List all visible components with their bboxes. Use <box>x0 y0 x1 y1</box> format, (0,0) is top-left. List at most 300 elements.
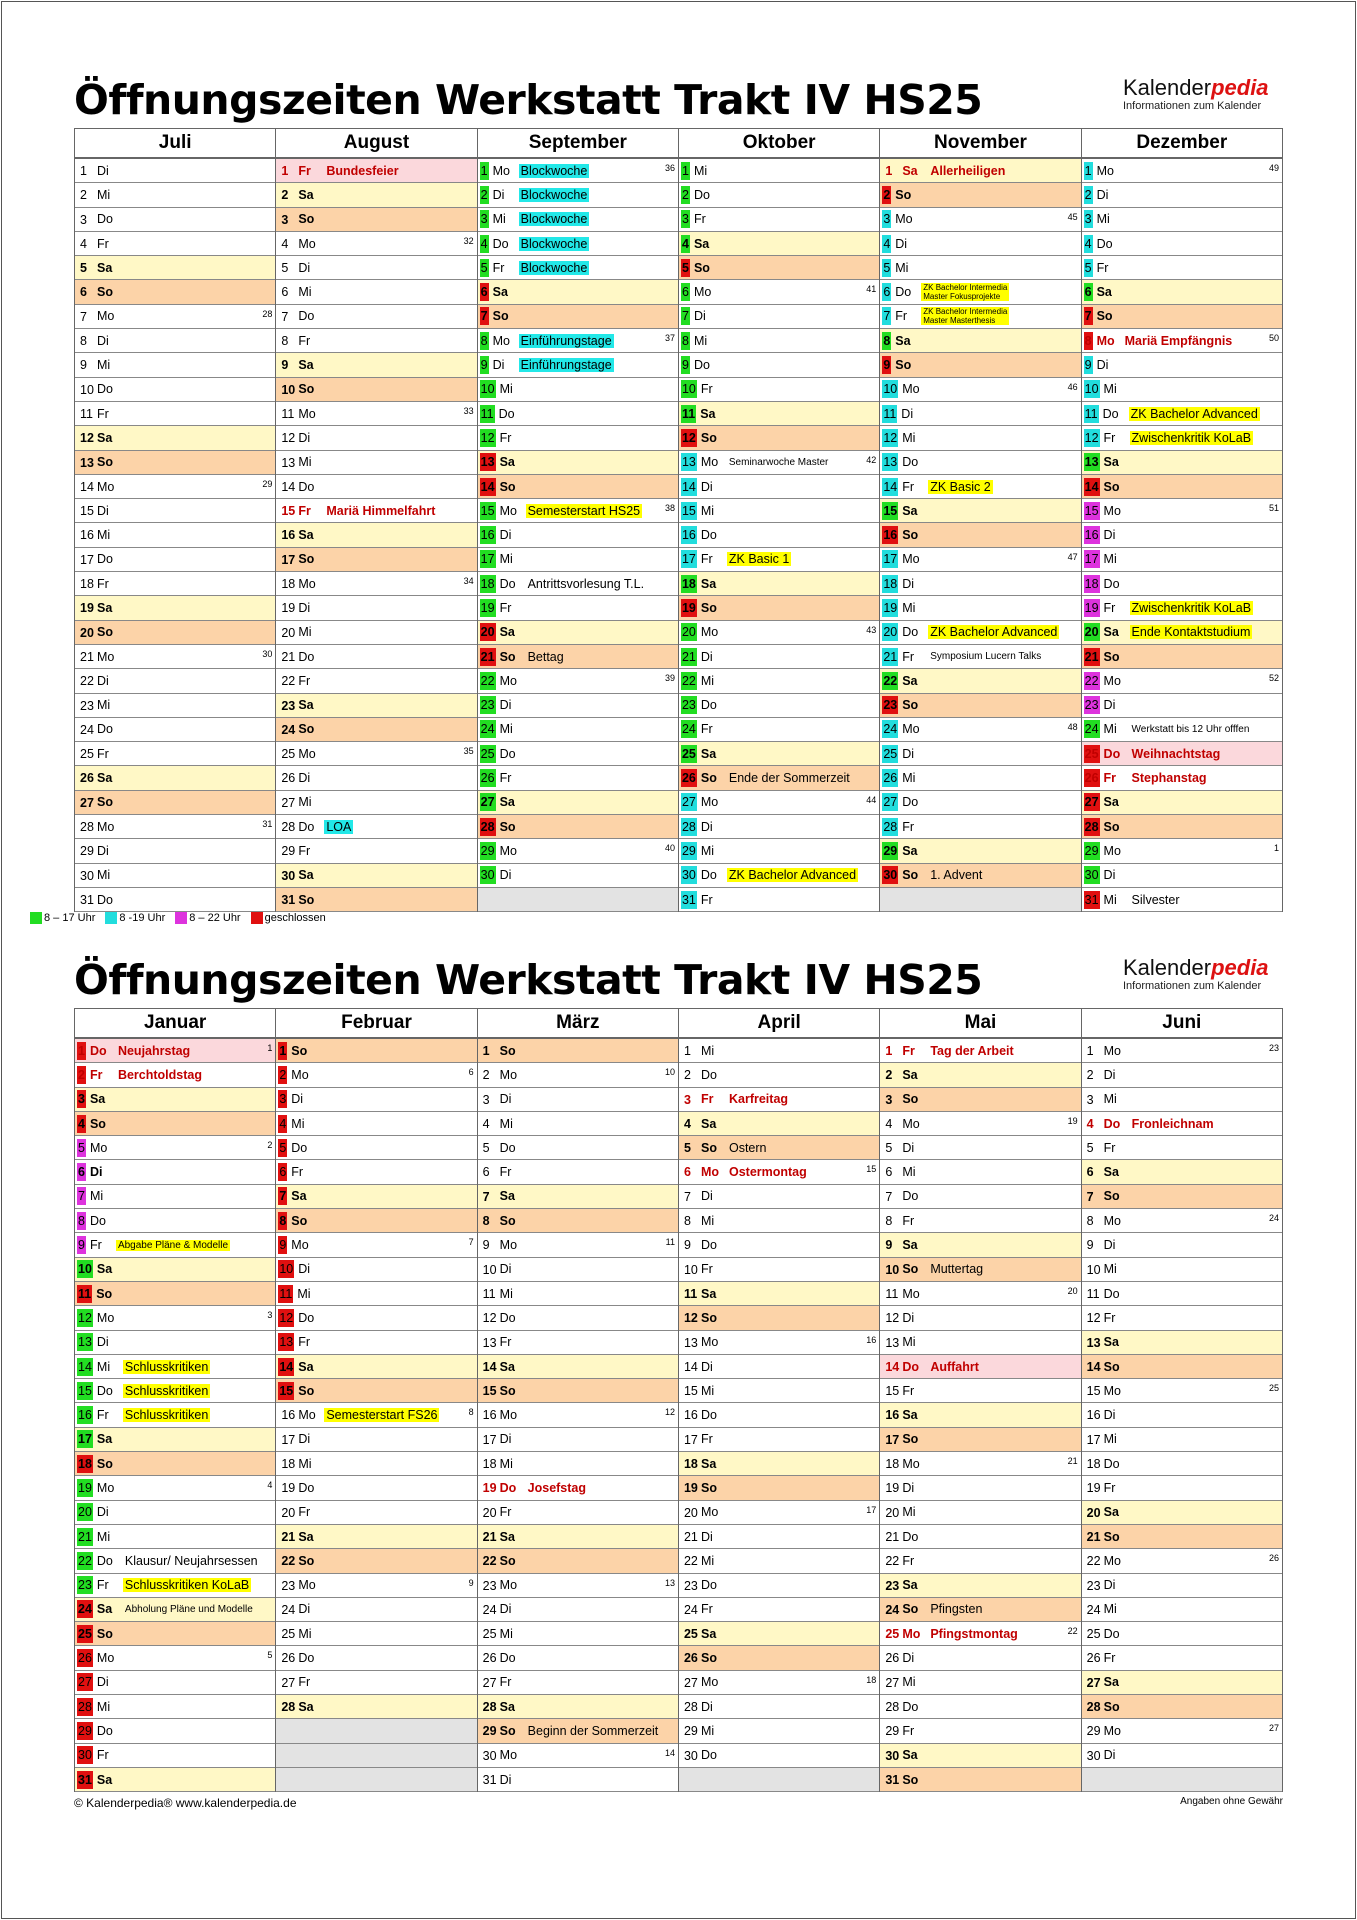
week-number: 39 <box>664 673 675 684</box>
day-row <box>1082 1695 1282 1719</box>
day-row <box>679 1185 879 1209</box>
day-row <box>478 839 678 863</box>
day-number: 17 <box>683 1432 698 1447</box>
day-row <box>276 353 476 377</box>
day-row <box>679 694 879 718</box>
weekday-label: Mo <box>298 406 316 421</box>
weekday-label: Sa <box>700 1626 717 1641</box>
day-number-green-marker: 4 <box>681 236 689 251</box>
day-number: 27 <box>885 1675 900 1690</box>
day-row <box>1082 1622 1282 1646</box>
day-number-cyan-marker: 28 <box>883 819 898 834</box>
weekday-label: Do <box>902 455 919 470</box>
month-column-februar <box>276 1009 477 1792</box>
day-row <box>1082 1185 1282 1209</box>
day-number: 6 <box>80 285 87 300</box>
logo-subtitle: Informationen zum Kalender <box>1123 980 1262 992</box>
day-row <box>880 1549 1080 1573</box>
month-header: April <box>679 1009 879 1039</box>
day-row <box>1082 1306 1282 1330</box>
day-row <box>75 621 275 645</box>
weekday-label: Mo <box>298 746 316 761</box>
day-row <box>679 1258 879 1282</box>
weekday-label: Di <box>700 1699 713 1714</box>
week-number: 20 <box>1067 1285 1078 1296</box>
day-row <box>276 1428 476 1452</box>
weekday-label: Fr <box>700 382 713 397</box>
day-row <box>75 378 275 402</box>
day-number-red-marker: 12 <box>681 430 696 445</box>
day-row <box>276 766 476 790</box>
day-row <box>880 305 1080 329</box>
weekday-label: Mi <box>298 1456 312 1471</box>
weekday-label: Fr <box>96 1578 109 1593</box>
weekday-label: Fr <box>499 1505 512 1520</box>
day-row <box>478 815 678 839</box>
weekday-label: So <box>1096 309 1113 324</box>
month-header: August <box>276 129 476 159</box>
weekday-label: Do <box>298 1480 315 1495</box>
day-number: 19 <box>482 1481 497 1496</box>
day-number: 3 <box>683 1092 691 1107</box>
day-number: 21 <box>281 1529 296 1544</box>
day-number-green-marker: 2 <box>480 187 488 202</box>
event-label: ZK Bachelor Advanced <box>728 868 857 883</box>
weekday-label: Do <box>97 382 113 397</box>
weekday-label: Mo <box>96 1310 115 1325</box>
weekday-label: Mi <box>298 455 312 470</box>
day-row <box>880 1452 1080 1476</box>
day-row <box>478 1233 678 1257</box>
day-row <box>679 1403 879 1427</box>
day-row <box>75 523 275 547</box>
day-number: 30 <box>482 1748 497 1763</box>
day-number: 4 <box>1086 1116 1094 1131</box>
weekday-label: Sa <box>700 1286 717 1301</box>
day-row <box>276 1379 476 1403</box>
day-number: 15 <box>885 1384 900 1399</box>
weekday-label: Sa <box>298 868 314 883</box>
day-row <box>276 426 476 450</box>
weekday-label: Di <box>97 333 109 348</box>
day-number-green-marker: 5 <box>480 260 488 275</box>
weekday-label: Fr <box>298 333 311 348</box>
event-label: ZK Bachelor Advanced <box>930 625 1058 640</box>
day-row <box>880 694 1080 718</box>
weekday-label: Mi <box>298 795 312 810</box>
week-number: 8 <box>468 1407 474 1418</box>
weekday-label: Do <box>499 746 516 761</box>
day-row <box>1082 402 1282 426</box>
weekday-label: Sa <box>96 1262 113 1277</box>
day-row <box>880 1185 1080 1209</box>
day-row <box>1082 888 1282 912</box>
weekday-label: Di <box>97 503 109 518</box>
weekday-label: Do <box>1103 1286 1120 1301</box>
day-row <box>880 523 1080 547</box>
day-number-green-marker: 13 <box>1084 455 1099 470</box>
weekday-label: So <box>291 1213 308 1228</box>
month-header: Januar <box>75 1009 275 1039</box>
month-column-november <box>880 129 1081 912</box>
day-number-green-marker: 15 <box>78 1383 92 1398</box>
day-number: 3 <box>1086 1092 1094 1107</box>
day-number-red-marker: 7 <box>480 309 488 324</box>
week-number: 19 <box>1067 1115 1078 1126</box>
day-row <box>276 1598 476 1622</box>
day-number: 11 <box>885 1286 899 1301</box>
day-number: 12 <box>1086 1311 1101 1326</box>
day-number-green-marker: 17 <box>480 552 495 567</box>
weekday-label: Fr <box>499 1165 512 1180</box>
day-row <box>75 1063 275 1087</box>
day-row <box>478 1719 678 1743</box>
day-row <box>75 1282 275 1306</box>
calendar-block-hs25-part1 <box>74 70 1283 912</box>
weekday-label: So <box>96 1286 113 1301</box>
day-number: 31 <box>482 1772 497 1787</box>
day-row <box>75 1598 275 1622</box>
day-row <box>75 232 275 256</box>
event-label: Abgabe Pläne & Modelle <box>117 1239 229 1251</box>
week-number: 37 <box>664 333 675 344</box>
weekday-label: Mi <box>499 552 513 567</box>
day-number: 8 <box>281 334 289 349</box>
weekday-label: So <box>902 1432 919 1447</box>
day-number-green-marker: 15 <box>883 503 898 518</box>
weekday-label: So <box>298 382 315 397</box>
day-number: 29 <box>80 844 94 859</box>
weekday-label: So <box>298 1383 315 1398</box>
day-row <box>1082 839 1282 863</box>
day-row <box>880 766 1080 790</box>
day-number: 19 <box>683 1481 698 1496</box>
day-row <box>880 1622 1080 1646</box>
day-row <box>679 208 879 232</box>
weekday-label: Do <box>298 1651 315 1666</box>
day-number: 23 <box>281 1578 296 1593</box>
day-number-cyan-marker: 26 <box>883 771 898 786</box>
day-row <box>880 353 1080 377</box>
weekday-label: So <box>298 212 315 227</box>
day-row <box>276 1574 476 1598</box>
day-number: 29 <box>1086 1724 1101 1739</box>
week-number: 11 <box>665 1237 675 1248</box>
day-row <box>679 572 879 596</box>
weekday-label: Sa <box>298 528 314 543</box>
weekday-label: Di <box>902 1480 915 1495</box>
day-row <box>75 1476 275 1500</box>
day-number-green-marker: 9 <box>681 358 689 373</box>
day-number: 30 <box>80 868 94 883</box>
day-number: 28 <box>885 1700 900 1715</box>
weekday-label: Mo <box>96 1651 115 1666</box>
day-row <box>1082 1452 1282 1476</box>
day-number: 20 <box>683 1505 698 1520</box>
weekday-label: Di <box>298 1602 311 1617</box>
weekday-label: Fr <box>700 1092 714 1107</box>
weekday-label: Sa <box>96 1432 113 1447</box>
event-label: Berchtoldstag <box>117 1067 202 1082</box>
day-number: 27 <box>80 795 94 810</box>
event-label: Mariä Himmelfahrt <box>326 503 436 518</box>
weekday-label: So <box>499 1553 516 1568</box>
weekday-label: So <box>700 1310 717 1325</box>
weekday-label: Mo <box>499 1408 518 1423</box>
day-number-red-marker: 9 <box>883 358 891 373</box>
day-row <box>1082 1258 1282 1282</box>
event-label: Schlusskritiken <box>124 1359 209 1374</box>
day-number-red-marker: 6 <box>480 285 488 300</box>
day-number: 16 <box>885 1408 900 1423</box>
day-number-red-marker: 18 <box>78 1456 92 1471</box>
day-row <box>276 815 476 839</box>
day-number: 8 <box>885 1214 893 1229</box>
day-number-red-marker: 4 <box>78 1116 85 1131</box>
day-row <box>478 766 678 790</box>
day-number-green-marker: 1 <box>681 163 689 178</box>
legend-swatch-red <box>251 912 263 924</box>
day-number-green-marker: 22 <box>681 673 696 688</box>
weekday-label: Fr <box>700 1262 713 1277</box>
weekday-label: Sa <box>700 576 717 591</box>
weekday-label: Fr <box>499 1675 512 1690</box>
day-row <box>276 742 476 766</box>
weekday-label: Sa <box>1103 795 1119 810</box>
day-row <box>1082 1355 1282 1379</box>
day-row <box>880 864 1080 888</box>
day-number: 3 <box>885 1092 893 1107</box>
day-row <box>880 1646 1080 1670</box>
weekday-label: Sa <box>902 1408 918 1423</box>
day-row <box>880 742 1080 766</box>
event-label: Einführungstage <box>520 358 612 373</box>
day-row <box>75 208 275 232</box>
day-row <box>276 499 476 523</box>
weekday-label: Mo <box>1096 163 1114 178</box>
weekday-label: Mo <box>97 309 115 324</box>
day-row <box>276 305 476 329</box>
day-number-red-marker: 15 <box>279 1383 294 1398</box>
day-number-green-marker: 17 <box>78 1432 92 1447</box>
weekday-label: Mo <box>96 1480 115 1495</box>
day-number: 22 <box>1086 1554 1101 1569</box>
day-row <box>1082 1501 1282 1525</box>
day-row <box>276 1719 476 1743</box>
day-row <box>75 305 275 329</box>
weekday-label: So <box>693 260 710 275</box>
day-number: 22 <box>80 674 94 689</box>
weekday-label: So <box>298 1553 315 1568</box>
day-row <box>75 1306 275 1330</box>
day-row <box>880 839 1080 863</box>
day-row <box>75 1258 275 1282</box>
weekday-label: Mi <box>499 382 513 397</box>
day-row <box>880 451 1080 475</box>
day-row <box>478 888 678 912</box>
day-row <box>880 1160 1080 1184</box>
weekday-label: Mi <box>492 212 506 227</box>
day-number-magenta-marker: 18 <box>1084 576 1099 591</box>
weekday-label: Sa <box>902 503 918 518</box>
day-row <box>880 1744 1080 1768</box>
day-row <box>75 596 275 620</box>
day-number-red-marker: 20 <box>480 625 495 640</box>
day-row <box>75 280 275 304</box>
weekday-label: Mo <box>499 1748 518 1763</box>
day-row <box>276 1185 476 1209</box>
weekday-label: Do <box>298 649 315 664</box>
day-number: 16 <box>80 528 94 543</box>
weekday-label: Do <box>902 1699 919 1714</box>
event-label: ZK Basic 2 <box>930 479 991 494</box>
day-row <box>276 669 476 693</box>
day-number: 7 <box>281 309 289 324</box>
day-row <box>679 864 879 888</box>
weekday-label: Do <box>700 1408 717 1423</box>
weekday-label: Di <box>1103 528 1116 543</box>
weekday-label: Mi <box>693 163 708 178</box>
day-row <box>1082 1598 1282 1622</box>
weekday-label: Fr <box>902 479 915 494</box>
weekday-label: Fr <box>499 430 512 445</box>
day-number-red-marker: 12 <box>279 1310 294 1325</box>
weekday-label: Mo <box>1103 673 1121 688</box>
weekday-label: Mi <box>1103 1432 1117 1447</box>
day-row <box>679 1355 879 1379</box>
weekday-label: Fr <box>1103 1140 1116 1155</box>
week-number: 2 <box>267 1140 273 1151</box>
weekday-label: Fr <box>298 503 311 518</box>
page-title: Öffnungszeiten Werkstatt Trakt IV HS25 <box>74 76 983 124</box>
day-number: 4 <box>885 1116 893 1131</box>
weekday-label: Do <box>902 1529 919 1544</box>
day-number: 4 <box>482 1116 490 1131</box>
week-number: 35 <box>463 746 474 757</box>
week-number: 42 <box>866 454 877 465</box>
event-label: Ende der Sommerzeit <box>728 771 850 786</box>
day-row <box>880 329 1080 353</box>
weekday-label: Mi <box>902 1165 916 1180</box>
day-row <box>276 1525 476 1549</box>
weekday-label: Fr <box>700 1602 713 1617</box>
day-row <box>880 208 1080 232</box>
day-row <box>880 1403 1080 1427</box>
weekday-label: Sa <box>499 625 515 640</box>
week-number: 51 <box>1268 503 1279 514</box>
day-number-green-marker: 11 <box>480 406 494 421</box>
day-row <box>75 1695 275 1719</box>
day-row <box>478 742 678 766</box>
day-number-green-marker: 1 <box>480 163 488 178</box>
day-row <box>1082 1549 1282 1573</box>
weekday-label: Fr <box>97 236 109 251</box>
day-number: 10 <box>1086 1262 1101 1277</box>
day-number-red-marker: 14 <box>480 479 495 494</box>
weekday-label: Fr <box>902 1553 915 1568</box>
weekday-label: Mi <box>1103 1262 1117 1277</box>
weekday-label: Sa <box>1103 455 1119 470</box>
day-row <box>478 1306 678 1330</box>
day-number: 19 <box>281 1481 296 1496</box>
weekday-label: Mo <box>902 722 920 737</box>
event-label-multiline <box>921 307 1009 325</box>
week-number: 1 <box>267 1043 273 1053</box>
day-number-red-marker: 1 <box>279 1043 287 1058</box>
weekday-label: So <box>1103 1699 1120 1714</box>
weekday-label: Sa <box>97 600 113 615</box>
day-number: 18 <box>683 1457 698 1472</box>
day-row <box>880 1768 1080 1792</box>
day-row <box>478 1525 678 1549</box>
day-row <box>679 159 879 183</box>
weekday-label: So <box>895 187 912 202</box>
day-number-green-marker: 25 <box>681 746 696 761</box>
day-number-green-marker: 16 <box>78 1408 92 1423</box>
weekday-label: Fr <box>902 1383 915 1398</box>
day-row <box>276 1258 476 1282</box>
event-label: Auffahrt <box>930 1359 979 1374</box>
weekday-label: Mi <box>1103 1602 1117 1617</box>
day-row <box>75 1039 275 1063</box>
day-row <box>276 1549 476 1573</box>
day-number: 12 <box>482 1311 497 1326</box>
day-number-green-marker: 18 <box>681 576 696 591</box>
weekday-label: Fr <box>700 722 713 737</box>
weekday-label: Sa <box>1103 1335 1119 1350</box>
month-column-august <box>276 129 477 912</box>
day-number: 22 <box>683 1554 698 1569</box>
event-label: Schlusskritiken KoLaB <box>124 1578 250 1593</box>
event-label: Beginn der Sommerzeit <box>527 1723 659 1738</box>
day-row <box>478 1646 678 1670</box>
weekday-label: Mi <box>298 285 312 300</box>
day-row <box>276 378 476 402</box>
weekday-label: Sa <box>298 1359 314 1374</box>
week-number: 4 <box>267 1480 273 1491</box>
event-line: ZK Bachelor Intermedia <box>923 307 1008 317</box>
day-row <box>679 548 879 572</box>
day-number-cyan-marker: 27 <box>883 795 898 810</box>
day-row <box>276 645 476 669</box>
weekday-label: Mo <box>700 1335 719 1350</box>
day-number-green-marker: 20 <box>1084 625 1099 640</box>
weekday-label: Fr <box>700 1432 713 1447</box>
weekday-label: Mo <box>1103 1553 1122 1568</box>
event-label: Blockwoche <box>520 187 588 202</box>
logo-main-text: Kalender <box>1123 955 1212 980</box>
day-row <box>880 621 1080 645</box>
day-row <box>880 1525 1080 1549</box>
day-row <box>478 499 678 523</box>
day-number-cyan-marker: 1 <box>1084 163 1092 178</box>
day-number-magenta-marker: 7 <box>78 1189 85 1204</box>
day-row <box>679 232 879 256</box>
weekday-label: So <box>902 1772 919 1787</box>
day-number: 1 <box>80 164 87 178</box>
week-number: 45 <box>1067 211 1078 222</box>
day-number: 31 <box>80 892 94 907</box>
day-number: 17 <box>80 552 94 567</box>
weekday-label: Do <box>902 1359 919 1374</box>
weekday-label: Mi <box>700 1723 715 1738</box>
day-number: 4 <box>683 1116 691 1131</box>
day-number: 12 <box>80 431 94 446</box>
day-number: 2 <box>80 188 87 203</box>
day-number: 5 <box>281 261 289 276</box>
weekday-label: So <box>1103 1189 1120 1204</box>
day-number-red-marker: 29 <box>78 1723 92 1738</box>
